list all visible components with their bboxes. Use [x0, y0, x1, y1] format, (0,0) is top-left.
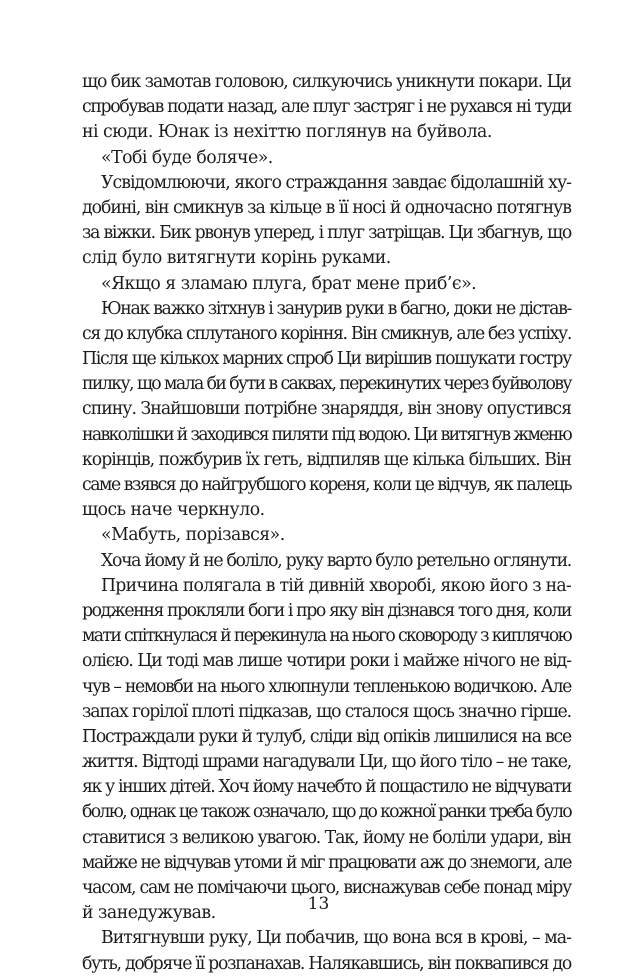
- text-line: родження прокляли боги і про яку він дізнався того дня, коли: [82, 600, 572, 621]
- text-line: Хоча йому й не боліло, руку варто було ретельно оглянути.: [101, 550, 571, 571]
- text-line: як у інших дітей. Хоч йому начебто й пощастило не відчувати: [82, 777, 571, 798]
- text-line: Витягнувши руку, Ци побачив, що вона вся в крові, – ма-: [101, 928, 571, 949]
- text-line: Юнак важко зітхнув і занурив руки в багно, доки не дістав-: [101, 298, 571, 319]
- text-line: ставитися з великою увагою. Так, йому не боліли удари, він: [82, 827, 571, 848]
- text-line: Після ще кількох марних спроб Ци вирішив пошукати гостру: [82, 349, 571, 370]
- text-line: ні сюди. Юнак із нехіттю поглянув на буйвола.: [82, 122, 492, 143]
- text-line: пилку, що мала би бути в саквах, перекинутих через буйволову: [82, 374, 571, 395]
- text-line: мати спіткнулася й перекинула на нього сковороду з киплячою: [82, 626, 571, 647]
- text-line: слід було витягнути корінь руками.: [82, 248, 391, 269]
- text-line: буть, добряче її розпанахав. Налякавшись, він поквапився до: [82, 953, 572, 974]
- text-line: добині, він смикнув за кільце в її носі й одночасно потягнув: [82, 197, 571, 218]
- text-line: часом, сам не помічаючи цього, виснажував себе понад міру: [82, 878, 572, 898]
- text-line: олією. Ци тоді мав лише чотири роки і майже нічого не від-: [82, 651, 571, 672]
- text-line: за віжки. Бик рвонув уперед, і плуг затріщав. Ци збагнув, що: [82, 223, 571, 244]
- text-line: запах горілої плоті підказав, що сталося щось значно гірше.: [82, 701, 571, 722]
- text-line: що бик замотав головою, силкуючись уникнути покари. Ци: [82, 72, 572, 92]
- text-line: й занедужував.: [82, 903, 216, 924]
- text-line: навколішки й заходився пиляти під водою. Ци витягнув жменю: [82, 424, 572, 445]
- text-line: Постраждали руки й тулуб, сліди від опіків лишилися на все: [82, 726, 571, 747]
- text-line: майже не відчував утоми й міг працювати аж до знемоги, але: [82, 852, 572, 873]
- text-line: «Якщо я зламаю плуга, брат мене приб’є».: [101, 273, 477, 294]
- text-line: «Мабуть, порізався».: [101, 525, 285, 546]
- text-line: ся до клубка сплутаного коріння. Він смикнув, але без успіху.: [82, 323, 571, 344]
- text-line: корінців, пожбурив їх геть, відпиляв ще кілька більших. Він: [82, 449, 571, 470]
- text-line: болю, однак це також означало, що до кожної ранки треба було: [82, 802, 571, 823]
- page-number: 13: [307, 894, 330, 914]
- text-line: чув – немовби на нього хлюпнули тепленькою водичкою. Але: [82, 676, 572, 697]
- text-line: спробував подати назад, але плуг застряг і не рухався ні туди: [82, 97, 572, 118]
- text-line: життя. Відтоді шрами нагадували Ци, що його тіло – не таке,: [82, 752, 572, 773]
- text-line: щось наче черкнуло.: [82, 500, 265, 521]
- text-line: Усвідомлюючи, якого страждання завдає бідолашній ху-: [101, 172, 572, 193]
- text-line: спину. Знайшовши потрібне знаряддя, він знову опустився: [82, 399, 572, 420]
- body-text: [82, 70, 571, 977]
- text-line: саме взявся до найгрубшого кореня, коли це відчув, як палець: [82, 475, 572, 495]
- text-line: «Тобі буде боляче».: [101, 147, 273, 168]
- text-line: Причина полягала в тій дивній хворобі, якою його з на-: [101, 575, 571, 596]
